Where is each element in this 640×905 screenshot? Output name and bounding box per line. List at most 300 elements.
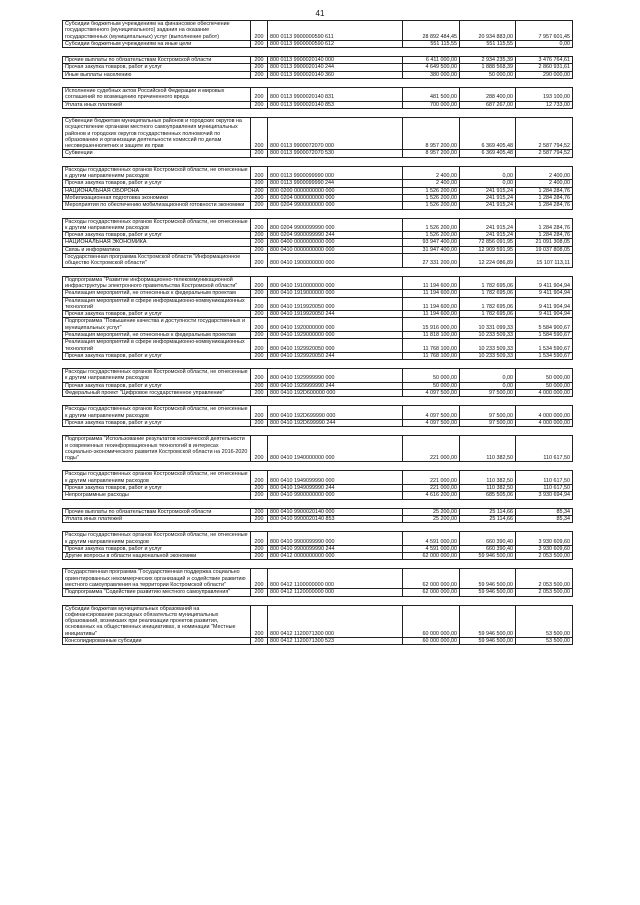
- row-executed-amount: 10 331 099,33: [460, 318, 516, 332]
- row-approved-amount: 11 194 600,00: [403, 290, 460, 297]
- spacer-cell: [251, 560, 268, 569]
- row-admin-code: 200: [251, 180, 268, 187]
- row-name: Расходы государственных органов Костромской области, не отнесенные к другим направлениям расходов: [63, 166, 251, 180]
- row-approved-amount: 8 957 200,00: [403, 150, 460, 157]
- row-unexecuted-amount: 12 733,00: [516, 101, 573, 108]
- row-executed-amount: 59 946 500,00: [460, 638, 516, 645]
- spacer-cell: [403, 209, 460, 218]
- spacer-cell: [460, 499, 516, 508]
- row-unexecuted-amount: 2 053 500,00: [516, 589, 573, 596]
- table-row: [63, 569, 573, 589]
- row-budget-code: 800 0113 9900020140 000: [268, 57, 403, 64]
- row-approved-amount: 8 957 200,00: [403, 117, 460, 149]
- row-budget-code: 800 0204 0000000000 000: [268, 194, 403, 201]
- row-budget-code: 800 0200 0000000000 000: [268, 187, 403, 194]
- row-approved-amount: 25 200,00: [403, 508, 460, 515]
- row-budget-code: 800 0113 9900020140 244: [268, 64, 403, 71]
- row-approved-amount: 4 616 200,00: [403, 492, 460, 499]
- row-name: Прочая закупка товаров, работ и услуг: [63, 64, 251, 71]
- spacer-row: [63, 427, 573, 436]
- table-row: [63, 369, 573, 383]
- row-approved-amount: 2 400,00: [403, 166, 460, 180]
- table-row: [63, 150, 573, 157]
- row-admin-code: 200: [251, 297, 268, 311]
- row-unexecuted-amount: 1 284 284,76: [516, 187, 573, 194]
- spacer-cell: [63, 560, 251, 569]
- row-admin-code: 200: [251, 40, 268, 47]
- row-budget-code: 800 0113 9900072070 530: [268, 150, 403, 157]
- table-row: [63, 202, 573, 209]
- row-name: Подпрограмма "Содействие развитию местного самоуправления": [63, 589, 251, 596]
- row-unexecuted-amount: 21 091 308,05: [516, 239, 573, 246]
- row-unexecuted-amount: 4 000 000,00: [516, 406, 573, 420]
- row-budget-code: 800 0410 9900099990 244: [268, 545, 403, 552]
- spacer-cell: [268, 157, 403, 166]
- spacer-row: [63, 360, 573, 369]
- spacer-cell: [63, 462, 251, 471]
- row-budget-code: 800 0410 9900099990 000: [268, 532, 403, 546]
- table-row: [63, 515, 573, 522]
- table-row: [63, 436, 573, 462]
- spacer-cell: [403, 523, 460, 532]
- spacer-cell: [403, 157, 460, 166]
- row-budget-code: 800 0410 9900020140 000: [268, 508, 403, 515]
- row-executed-amount: 0,00: [460, 166, 516, 180]
- row-unexecuted-amount: 9 411 904,94: [516, 276, 573, 290]
- row-approved-amount: 4 649 500,00: [403, 64, 460, 71]
- row-name: Расходы государственных органов Костромской области, не отнесенные к другим направлениям расходов: [63, 218, 251, 232]
- row-budget-code: 800 0410 1900000000 000: [268, 254, 403, 268]
- spacer-row: [63, 462, 573, 471]
- spacer-cell: [268, 48, 403, 57]
- row-approved-amount: 221 000,00: [403, 436, 460, 462]
- row-unexecuted-amount: 1 284 284,76: [516, 194, 573, 201]
- row-budget-code: 800 0412 1120071300 523: [268, 638, 403, 645]
- row-executed-amount: 241 915,24: [460, 194, 516, 201]
- row-admin-code: 200: [251, 589, 268, 596]
- row-admin-code: 200: [251, 471, 268, 485]
- spacer-cell: [268, 427, 403, 436]
- row-name: Субсидии бюджетам муниципальных образований на софинансирование расходных обязательств муниципальных образований, возникших при реализации проектов развития, основанных на общественных инициативах, в номинации "Местные инициативы": [63, 605, 251, 637]
- table-row: [63, 331, 573, 338]
- row-admin-code: 200: [251, 246, 268, 253]
- spacer-cell: [460, 157, 516, 166]
- row-budget-code: 800 0400 0000000000 000: [268, 239, 403, 246]
- row-unexecuted-amount: 9 411 904,94: [516, 290, 573, 297]
- spacer-cell: [63, 596, 251, 605]
- table-row: [63, 117, 573, 149]
- row-unexecuted-amount: 2 400,00: [516, 180, 573, 187]
- spacer-cell: [516, 427, 573, 436]
- row-approved-amount: 31 947 400,00: [403, 246, 460, 253]
- row-executed-amount: 685 505,06: [460, 492, 516, 499]
- row-admin-code: 200: [251, 419, 268, 426]
- row-budget-code: 800 0113 9900072070 000: [268, 117, 403, 149]
- row-executed-amount: 241 915,24: [460, 218, 516, 232]
- spacer-cell: [460, 560, 516, 569]
- row-approved-amount: 11 194 600,00: [403, 311, 460, 318]
- row-admin-code: 200: [251, 352, 268, 359]
- row-executed-amount: 25 114,66: [460, 515, 516, 522]
- spacer-cell: [516, 523, 573, 532]
- row-budget-code: 800 0410 1919000000 000: [268, 290, 403, 297]
- row-executed-amount: 20 934 883,00: [460, 21, 516, 41]
- row-name: Прочие выплаты по обязательствам Костромской области: [63, 508, 251, 515]
- table-row: [63, 382, 573, 389]
- table-row: [63, 57, 573, 64]
- row-approved-amount: 50 000,00: [403, 382, 460, 389]
- row-unexecuted-amount: 110 617,50: [516, 471, 573, 485]
- spacer-cell: [63, 157, 251, 166]
- row-admin-code: 200: [251, 318, 268, 332]
- row-approved-amount: 60 000 000,00: [403, 605, 460, 637]
- row-executed-amount: 241 915,24: [460, 202, 516, 209]
- table-row: [63, 21, 573, 41]
- row-unexecuted-amount: 1 534 590,67: [516, 352, 573, 359]
- row-approved-amount: 27 331 200,00: [403, 254, 460, 268]
- row-name: Прочая закупка товаров, работ и услуг: [63, 311, 251, 318]
- spacer-cell: [516, 209, 573, 218]
- row-executed-amount: 1 888 568,39: [460, 64, 516, 71]
- table-row: [63, 532, 573, 546]
- spacer-cell: [63, 48, 251, 57]
- table-row: [63, 605, 573, 637]
- row-admin-code: 200: [251, 311, 268, 318]
- row-approved-amount: 4 591 000,00: [403, 532, 460, 546]
- table-row: [63, 254, 573, 268]
- row-admin-code: 200: [251, 553, 268, 560]
- row-budget-code: 800 0410 1949099990 000: [268, 471, 403, 485]
- spacer-cell: [403, 462, 460, 471]
- row-unexecuted-amount: 2 053 500,00: [516, 553, 573, 560]
- row-name: Расходы государственных органов Костромской области, не отнесенные к другим направлениям расходов: [63, 532, 251, 546]
- spacer-cell: [251, 267, 268, 276]
- spacer-row: [63, 397, 573, 406]
- row-approved-amount: 28 892 484,45: [403, 21, 460, 41]
- row-budget-code: 800 0410 1919920050 000: [268, 297, 403, 311]
- row-admin-code: 200: [251, 187, 268, 194]
- row-admin-code: 200: [251, 117, 268, 149]
- row-executed-amount: 551 115,55: [460, 40, 516, 47]
- row-name: Реализация мероприятий в сфере информационно-коммуникационных технологий: [63, 339, 251, 353]
- row-admin-code: 200: [251, 101, 268, 108]
- row-name: Прочая закупка товаров, работ и услуг: [63, 485, 251, 492]
- row-approved-amount: 93 947 400,00: [403, 239, 460, 246]
- spacer-cell: [460, 209, 516, 218]
- row-admin-code: 200: [251, 254, 268, 268]
- row-admin-code: 200: [251, 218, 268, 232]
- table-row: [63, 71, 573, 78]
- spacer-cell: [268, 397, 403, 406]
- row-admin-code: 200: [251, 532, 268, 546]
- row-unexecuted-amount: 3 930 609,60: [516, 545, 573, 552]
- spacer-cell: [516, 267, 573, 276]
- row-admin-code: 200: [251, 64, 268, 71]
- row-budget-code: 800 0412 0000000000 000: [268, 553, 403, 560]
- spacer-row: [63, 79, 573, 88]
- row-budget-code: 800 0410 1929000000 000: [268, 331, 403, 338]
- row-unexecuted-amount: 5 584 900,67: [516, 318, 573, 332]
- row-name: Государственная программа Костромской области "Информационное общество Костромской области": [63, 254, 251, 268]
- row-approved-amount: 4 097 500,00: [403, 406, 460, 420]
- spacer-cell: [460, 108, 516, 117]
- table-row: [63, 485, 573, 492]
- row-budget-code: 800 0410 1920000000 000: [268, 318, 403, 332]
- spacer-cell: [516, 397, 573, 406]
- spacer-cell: [268, 560, 403, 569]
- spacer-cell: [268, 499, 403, 508]
- table-row: [63, 276, 573, 290]
- row-approved-amount: 11 194 600,00: [403, 297, 460, 311]
- row-name: Прочая закупка товаров, работ и услуг: [63, 232, 251, 239]
- row-admin-code: 200: [251, 436, 268, 462]
- spacer-cell: [403, 79, 460, 88]
- row-approved-amount: 481 500,00: [403, 88, 460, 102]
- spacer-cell: [460, 360, 516, 369]
- row-admin-code: 200: [251, 166, 268, 180]
- spacer-cell: [63, 427, 251, 436]
- table-row: [63, 589, 573, 596]
- row-executed-amount: 97 500,00: [460, 419, 516, 426]
- row-executed-amount: 1 782 695,06: [460, 276, 516, 290]
- table-row: [63, 194, 573, 201]
- table-row: [63, 166, 573, 180]
- row-name: Непрограммные расходы: [63, 492, 251, 499]
- row-name: Связь и информатика: [63, 246, 251, 253]
- row-unexecuted-amount: 9 411 904,94: [516, 297, 573, 311]
- row-unexecuted-amount: 7 957 601,45: [516, 21, 573, 41]
- row-unexecuted-amount: 4 000 000,00: [516, 419, 573, 426]
- spacer-cell: [63, 267, 251, 276]
- table-row: [63, 232, 573, 239]
- spacer-row: [63, 499, 573, 508]
- row-unexecuted-amount: 19 037 808,05: [516, 246, 573, 253]
- row-approved-amount: 1 526 200,00: [403, 187, 460, 194]
- row-admin-code: 200: [251, 382, 268, 389]
- spacer-cell: [63, 499, 251, 508]
- row-budget-code: 800 0410 0000000000 000: [268, 246, 403, 253]
- row-budget-code: 800 0410 1940000000 000: [268, 436, 403, 462]
- row-admin-code: 200: [251, 21, 268, 41]
- row-approved-amount: 1 526 200,00: [403, 232, 460, 239]
- budget-execution-table: [62, 20, 573, 645]
- row-unexecuted-amount: 50 000,00: [516, 369, 573, 383]
- row-unexecuted-amount: 1 284 284,76: [516, 218, 573, 232]
- row-approved-amount: 15 916 000,00: [403, 318, 460, 332]
- row-approved-amount: 4 591 000,00: [403, 545, 460, 552]
- row-approved-amount: 4 097 500,00: [403, 419, 460, 426]
- row-budget-code: 800 0410 192D699990 244: [268, 419, 403, 426]
- row-budget-code: 800 0410 9900020140 853: [268, 515, 403, 522]
- spacer-cell: [460, 397, 516, 406]
- spacer-cell: [516, 596, 573, 605]
- row-unexecuted-amount: 53 500,00: [516, 638, 573, 645]
- row-budget-code: 800 0113 9900000590 612: [268, 40, 403, 47]
- row-name: Иные выплаты населению: [63, 71, 251, 78]
- row-unexecuted-amount: 110 617,50: [516, 485, 573, 492]
- table-row: [63, 471, 573, 485]
- row-budget-code: 800 0412 1120071300 000: [268, 605, 403, 637]
- row-budget-code: 800 0113 9900020140 853: [268, 101, 403, 108]
- row-budget-code: 800 0410 1929920050 244: [268, 352, 403, 359]
- spacer-cell: [516, 560, 573, 569]
- row-unexecuted-amount: 2 860 931,61: [516, 64, 573, 71]
- row-name: Исполнение судебных актов Российской Федерации и мировых соглашений по возмещению причиненного вреда: [63, 88, 251, 102]
- spacer-cell: [63, 523, 251, 532]
- row-unexecuted-amount: 1 284 284,76: [516, 202, 573, 209]
- row-approved-amount: 60 000 000,00: [403, 638, 460, 645]
- row-approved-amount: 551 115,55: [403, 40, 460, 47]
- spacer-cell: [403, 397, 460, 406]
- spacer-cell: [516, 79, 573, 88]
- row-budget-code: 800 0412 1100000000 000: [268, 569, 403, 589]
- row-unexecuted-amount: 85,34: [516, 515, 573, 522]
- table-row: [63, 180, 573, 187]
- row-name: Прочая закупка товаров, работ и услуг: [63, 180, 251, 187]
- row-name: Субсидии бюджетным учреждениям на финансовое обеспечение государственного (муниципального) задания на оказание государственных (муниципальных) услуг (выполнение работ): [63, 21, 251, 41]
- row-name: Прочая закупка товаров, работ и услуг: [63, 419, 251, 426]
- row-name: Субсидии бюджетным учреждениям на иные цели: [63, 40, 251, 47]
- spacer-row: [63, 267, 573, 276]
- row-executed-amount: 110 382,50: [460, 485, 516, 492]
- row-unexecuted-amount: 3 476 764,61: [516, 57, 573, 64]
- spacer-cell: [251, 108, 268, 117]
- row-executed-amount: 660 390,40: [460, 545, 516, 552]
- row-approved-amount: 2 400,00: [403, 180, 460, 187]
- row-admin-code: 200: [251, 369, 268, 383]
- spacer-cell: [251, 462, 268, 471]
- row-name: Уплата иных платежей: [63, 101, 251, 108]
- row-budget-code: 800 0204 9900099990 000: [268, 218, 403, 232]
- row-approved-amount: 11 194 600,00: [403, 276, 460, 290]
- row-executed-amount: 241 915,24: [460, 187, 516, 194]
- table-row: [63, 318, 573, 332]
- row-approved-amount: 221 000,00: [403, 485, 460, 492]
- row-name: Федеральный проект "Цифровое государственное управление": [63, 390, 251, 397]
- row-name: Прочая закупка товаров, работ и услуг: [63, 382, 251, 389]
- table-row: [63, 218, 573, 232]
- row-executed-amount: 59 946 500,00: [460, 553, 516, 560]
- row-admin-code: 200: [251, 239, 268, 246]
- row-name: Реализация мероприятий, не отнесенных к федеральным проектам: [63, 290, 251, 297]
- spacer-cell: [251, 209, 268, 218]
- row-approved-amount: 25 200,00: [403, 515, 460, 522]
- spacer-cell: [251, 360, 268, 369]
- table-row: [63, 508, 573, 515]
- row-budget-code: 800 0410 1929920050 000: [268, 339, 403, 353]
- spacer-cell: [63, 209, 251, 218]
- spacer-cell: [516, 499, 573, 508]
- spacer-cell: [403, 499, 460, 508]
- row-admin-code: 200: [251, 150, 268, 157]
- spacer-cell: [251, 523, 268, 532]
- table-row: [63, 88, 573, 102]
- row-admin-code: 200: [251, 331, 268, 338]
- row-executed-amount: 12 909 591,95: [460, 246, 516, 253]
- row-admin-code: 200: [251, 339, 268, 353]
- row-name: Подпрограмма "Развитие информационно-телекоммуникационной инфраструктуры электронного правительства Костромской области": [63, 276, 251, 290]
- row-budget-code: 800 0410 1919920050 244: [268, 311, 403, 318]
- spacer-cell: [251, 427, 268, 436]
- spacer-row: [63, 48, 573, 57]
- spacer-cell: [403, 108, 460, 117]
- row-executed-amount: 10 233 509,33: [460, 339, 516, 353]
- row-admin-code: 200: [251, 88, 268, 102]
- row-approved-amount: 62 000 000,00: [403, 569, 460, 589]
- spacer-cell: [460, 462, 516, 471]
- row-executed-amount: 110 382,50: [460, 471, 516, 485]
- spacer-row: [63, 596, 573, 605]
- row-budget-code: 800 0410 1929999990 000: [268, 369, 403, 383]
- row-budget-code: 800 0410 9900000000 000: [268, 492, 403, 499]
- row-unexecuted-amount: 4 000 000,00: [516, 390, 573, 397]
- spacer-cell: [403, 267, 460, 276]
- row-name: Расходы государственных органов Костромской области, не отнесенные к другим направлениям расходов: [63, 471, 251, 485]
- table-row: [63, 638, 573, 645]
- spacer-cell: [251, 499, 268, 508]
- row-approved-amount: 700 000,00: [403, 101, 460, 108]
- row-budget-code: 800 0113 9900020140 360: [268, 71, 403, 78]
- table-row: [63, 390, 573, 397]
- row-approved-amount: 221 000,00: [403, 471, 460, 485]
- row-approved-amount: 1 526 200,00: [403, 194, 460, 201]
- row-budget-code: 800 0410 1929999990 244: [268, 382, 403, 389]
- row-admin-code: 200: [251, 406, 268, 420]
- row-admin-code: 200: [251, 202, 268, 209]
- spacer-cell: [251, 596, 268, 605]
- row-unexecuted-amount: 1 584 590,67: [516, 331, 573, 338]
- row-unexecuted-amount: 15 107 113,11: [516, 254, 573, 268]
- row-approved-amount: 62 000 000,00: [403, 589, 460, 596]
- row-admin-code: 200: [251, 71, 268, 78]
- spacer-cell: [268, 209, 403, 218]
- spacer-row: [63, 209, 573, 218]
- spacer-cell: [63, 397, 251, 406]
- row-executed-amount: 59 946 500,00: [460, 569, 516, 589]
- row-approved-amount: 11 768 100,00: [403, 339, 460, 353]
- row-executed-amount: 10 233 509,33: [460, 331, 516, 338]
- spacer-cell: [63, 79, 251, 88]
- row-executed-amount: 2 934 235,39: [460, 57, 516, 64]
- row-name: Мероприятия по обеспечению мобилизационной готовности экономики: [63, 202, 251, 209]
- spacer-cell: [251, 79, 268, 88]
- row-unexecuted-amount: 290 000,00: [516, 71, 573, 78]
- row-budget-code: 800 0410 1949099990 244: [268, 485, 403, 492]
- row-executed-amount: 72 856 091,95: [460, 239, 516, 246]
- row-budget-code: 800 0204 9900099990 244: [268, 232, 403, 239]
- row-approved-amount: 380 000,00: [403, 71, 460, 78]
- row-name: Прочие выплаты по обязательствам Костромской области: [63, 57, 251, 64]
- page-number: 41: [315, 9, 325, 18]
- row-name: Подпрограмма "Использование результатов космической деятельности и современных геоинформационных технологий в интересах социально-экономического развития Костромской области на 2016-2020 годы": [63, 436, 251, 462]
- row-unexecuted-amount: 2 400,00: [516, 166, 573, 180]
- row-approved-amount: 4 097 500,00: [403, 390, 460, 397]
- spacer-cell: [403, 596, 460, 605]
- row-unexecuted-amount: 3 930 694,94: [516, 492, 573, 499]
- spacer-cell: [251, 157, 268, 166]
- spacer-cell: [268, 79, 403, 88]
- spacer-cell: [403, 560, 460, 569]
- spacer-cell: [460, 523, 516, 532]
- row-executed-amount: 687 267,00: [460, 101, 516, 108]
- row-executed-amount: 1 782 695,06: [460, 290, 516, 297]
- row-executed-amount: 97 500,00: [460, 390, 516, 397]
- row-admin-code: 200: [251, 515, 268, 522]
- row-budget-code: 800 0113 9900099990 000: [268, 166, 403, 180]
- row-unexecuted-amount: 9 411 904,94: [516, 311, 573, 318]
- spacer-cell: [460, 267, 516, 276]
- row-admin-code: 200: [251, 276, 268, 290]
